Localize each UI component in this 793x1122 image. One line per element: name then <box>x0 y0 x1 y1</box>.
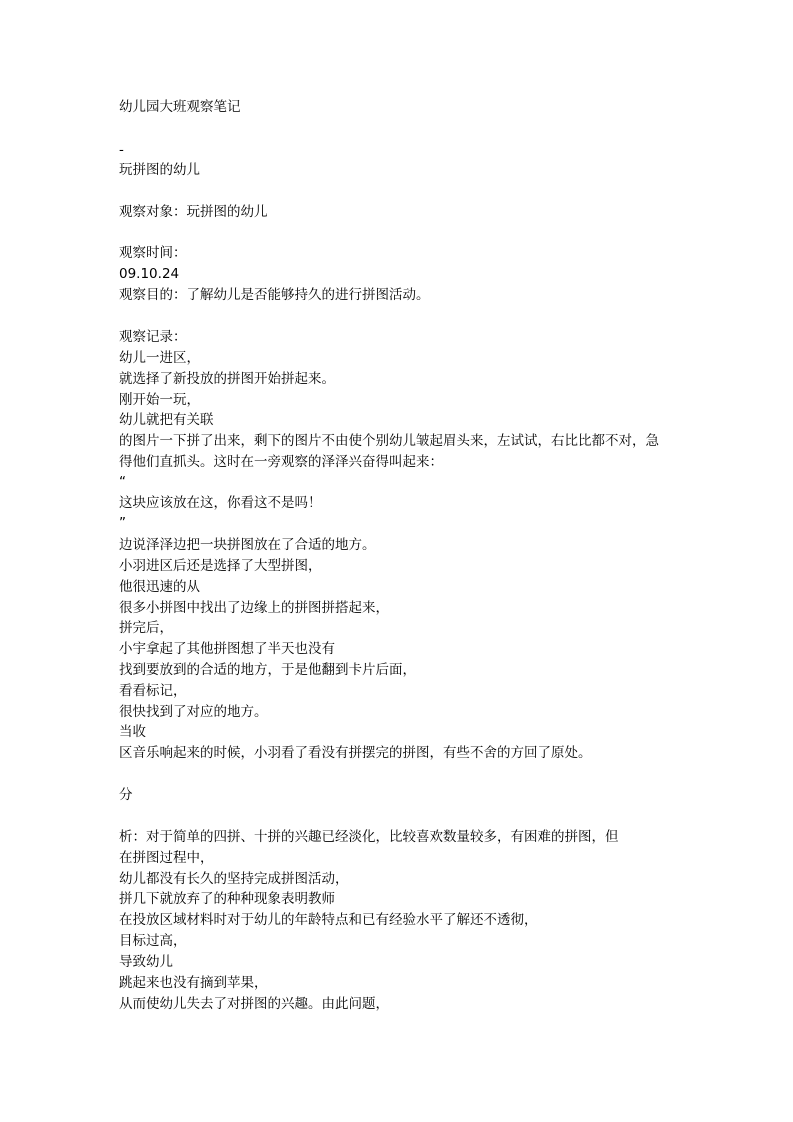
text-line: 的图片一下拼了出来，剩下的图片不由使个别幼儿皱起眉头来，左试试，右比比都不对，急 <box>119 433 659 449</box>
text-line: 拼完后， <box>119 620 173 636</box>
close-quote: ” <box>119 515 126 531</box>
text-line: 在拼图过程中， <box>119 850 214 866</box>
text-line: 很快找到了对应的地方。 <box>119 704 268 720</box>
text-line: 拼几下就放弃了的种种现象表明教师 <box>119 891 335 907</box>
observation-time-label: 观察时间： <box>119 245 187 261</box>
document-title: 幼儿园大班观察笔记 <box>119 99 241 115</box>
observation-subject: 观察对象：玩拼图的幼儿 <box>119 204 268 220</box>
text-line: 小羽进区后还是选择了大型拼图， <box>119 558 322 574</box>
text-line: 找到要放到的合适的地方，于是他翻到卡片后面， <box>119 662 416 678</box>
text-line: 很多小拼图中找出了边缘上的拼图拼搭起来， <box>119 600 389 616</box>
observation-purpose: 观察目的：了解幼儿是否能够持久的进行拼图活动。 <box>119 287 430 303</box>
separator-dash: - <box>119 142 124 158</box>
text-line: 区音乐响起来的时候，小羽看了看没有拼摆完的拼图，有些不舍的方回了原处。 <box>119 745 592 761</box>
text-line: 目标过高， <box>119 933 187 949</box>
open-quote: “ <box>119 474 126 490</box>
text-line: 析：对于简单的四拼、十拼的兴趣已经淡化，比较喜欢数量较多，有困难的拼图，但 <box>119 829 619 845</box>
analysis-label: 分 <box>119 787 133 803</box>
text-line: 导致幼儿 <box>119 954 173 970</box>
text-line: 小宇拿起了其他拼图想了半天也没有 <box>119 641 335 657</box>
text-line: 边说泽泽边把一块拼图放在了合适的地方。 <box>119 537 376 553</box>
text-line: 跳起来也没有摘到苹果， <box>119 975 268 991</box>
text-line: 幼儿一进区， <box>119 350 200 366</box>
text-line: 刚开始一玩， <box>119 392 200 408</box>
text-line: 当收 <box>119 724 146 740</box>
text-line: 就选择了新投放的拼图开始拼起来。 <box>119 371 335 387</box>
text-line: 看看标记， <box>119 683 187 699</box>
text-line: 他很迅速的从 <box>119 579 200 595</box>
observation-record-label: 观察记录： <box>119 329 187 345</box>
text-line: 得他们直抓头。这时在一旁观察的泽泽兴奋得叫起来： <box>119 454 443 470</box>
text-line: 幼儿就把有关联 <box>119 412 214 428</box>
observation-time-value: 09.10.24 <box>119 266 180 282</box>
text-line: 幼儿都没有长久的坚持完成拼图活动， <box>119 871 349 887</box>
text-line: 在投放区域材料时对于幼儿的年龄特点和已有经验水平了解还不透彻， <box>119 912 538 928</box>
text-line: 从而使幼儿失去了对拼图的兴趣。由此问题， <box>119 996 389 1012</box>
text-line: 这块应该放在这，你看这不是吗！ <box>119 495 322 511</box>
subtitle: 玩拼图的幼儿 <box>119 162 200 178</box>
